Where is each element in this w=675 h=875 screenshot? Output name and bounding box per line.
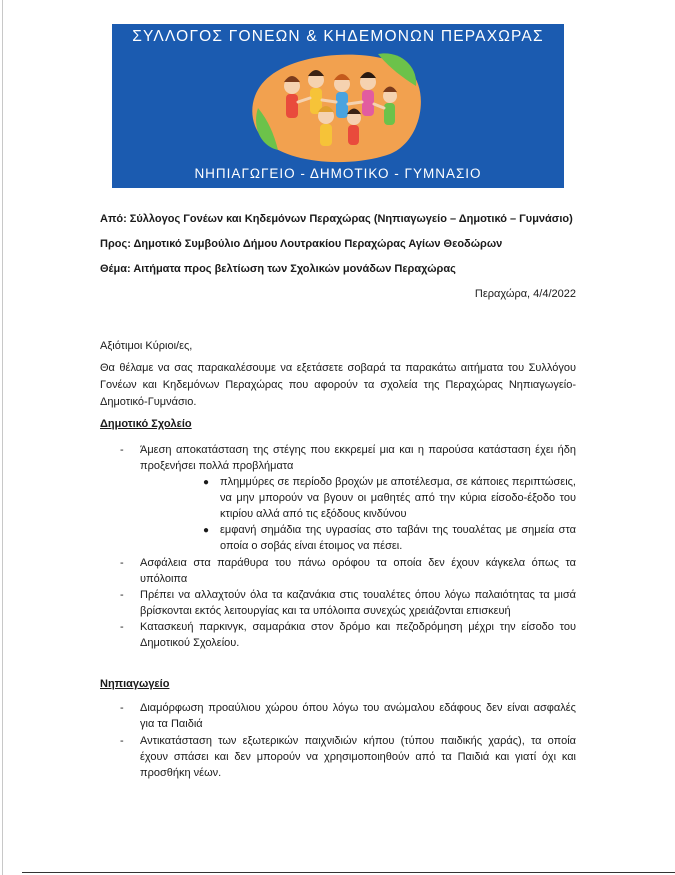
bullet-icon: ● bbox=[203, 525, 210, 536]
list-dash: - bbox=[120, 557, 124, 569]
subject-line: Θέμα: Αιτήματα προς βελτίωση των Σχολικών μονάδων Περαχώρας bbox=[100, 263, 456, 275]
list-item: Διαμόρφωση προαύλιου χώρου όπου λόγω του ανώμαλου εδάφους δεν είναι ασφαλές για τα Παιδιά bbox=[140, 702, 576, 730]
greeting: Αξιότιμοι Κύριοι/ες, bbox=[100, 340, 193, 352]
from-line: Από: Σύλλογος Γονέων και Κηδεμόνων Περαχώρας (Νηπιαγωγείο – Δημοτικό – Γυμνάσιο) bbox=[100, 213, 573, 225]
list-dash: - bbox=[120, 735, 124, 747]
list-dash: - bbox=[120, 702, 124, 714]
to-line: Προς: Δημοτικό Συμβούλιο Δήμου Λουτρακίου Περαχώρας Αγίων Θεοδώρων bbox=[100, 238, 503, 250]
association-banner bbox=[112, 24, 564, 188]
bullet-icon: ● bbox=[203, 477, 210, 488]
banner-subtitle: ΝΗΠΙΑΓΩΓΕΙΟ - ΔΗΜΟΤΙΚΟ - ΓΥΜΝΑΣΙΟ bbox=[194, 166, 482, 181]
list-item: Άμεση αποκατάσταση της στέγης που εκκρεμεί μια και η παρούσα κατάσταση έχει ήδη προξενήσει πολλά προβλήματα bbox=[140, 444, 576, 472]
list-dash: - bbox=[120, 621, 124, 633]
sub-list-item: εμφανή σημάδια της υγρασίας στο ταβάνι της τουαλέτας με σημεία στα οποία ο σοβάς είναι έτοιμος να πέσει. bbox=[220, 524, 576, 552]
banner-title: ΣΥΛΛΟΓΟΣ ΓΟΝΕΩΝ & ΚΗΔΕΜΟΝΩΝ ΠΕΡΑΧΩΡΑΣ bbox=[132, 28, 544, 45]
list-item: Αντικατάσταση των εξωτερικών παιχνιδιών κήπου (τύπου παιδικής χαράς), τα οποία έχουν σπάσει και δεν μπορούν να χρησιμοποιηθούν από τα Παιδιά και γιατί όχι και προσθήκη νέων. bbox=[140, 735, 576, 779]
primary-school-heading: Δημοτικό Σχολείο bbox=[100, 418, 192, 430]
place-date: Περαχώρα, 4/4/2022 bbox=[474, 288, 576, 300]
intro-paragraph: Θα θέλαμε να σας παρακαλέσουμε να εξετάσετε σοβαρά τα παρακάτω αιτήματα του Συλλόγου Γονέων και Κηδεμόνων Περαχώρας που αφορούν τα σχολεία της Περαχώρας Νηπιαγωγείο-Δημοτικό-Γυμνάσιο. bbox=[100, 362, 576, 408]
page-left-border bbox=[2, 0, 3, 875]
sub-list-item: πλημμύρες σε περίοδο βροχών με αποτέλεσμα, σε κάποιες περιπτώσεις, να μην μπορούν να βγουν οι μαθητές από την κύρια είσοδο-έξοδο του κτιρίου αλλά από τις εξόδους κινδύνου bbox=[220, 476, 576, 520]
list-item: Ασφάλεια στα παράθυρα του πάνω ορόφου τα οποία δεν έχουν κάγκελα όπως τα υπόλοιπα bbox=[140, 557, 576, 585]
children-circle-illustration bbox=[250, 46, 426, 164]
list-dash: - bbox=[120, 589, 124, 601]
page-bottom-border bbox=[22, 872, 675, 873]
list-item: Κατασκευή παρκινγκ, σαμαράκια στον δρόμο και πεζοδρόμηση μέχρι την είσοδο του Δημοτικού Σχολείου. bbox=[140, 621, 576, 649]
list-item: Πρέπει να αλλαχτούν όλα τα καζανάκια στις τουαλέτες όπου λόγω παλαιότητας τα μισά βρίσκονται εκτός λειτουργίας και τα υπόλοιπα συνεχώς χρειάζονται επισκευή bbox=[140, 589, 576, 617]
list-dash: - bbox=[120, 444, 124, 456]
kindergarten-heading: Νηπιαγωγείο bbox=[100, 678, 170, 690]
